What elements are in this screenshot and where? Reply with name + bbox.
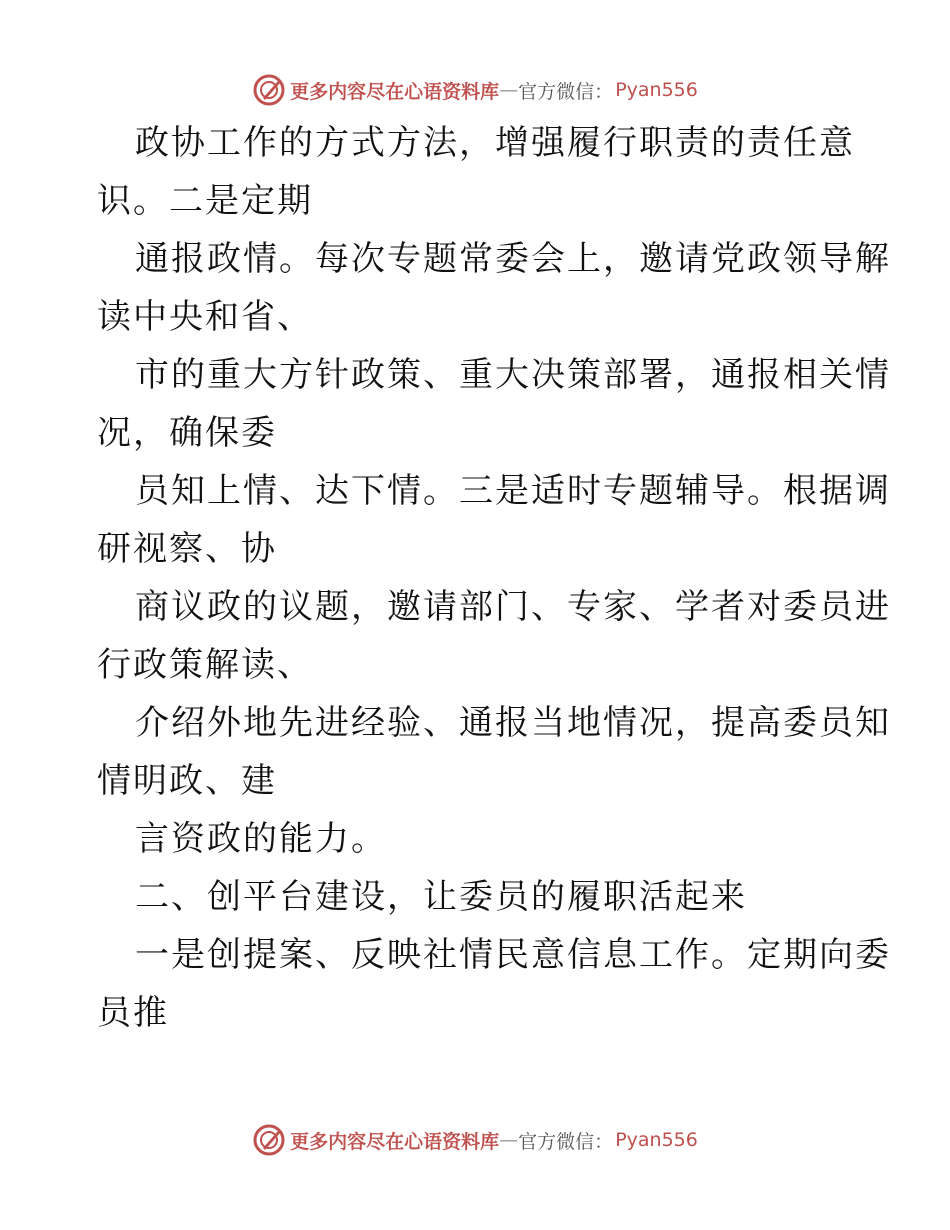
- paragraph-line: 商议政的议题，邀请部门、专家、学者对委员进: [135, 587, 891, 627]
- paragraph: [0, 810, 950, 868]
- banner-main-text: 更多内容尽在心语资料库: [290, 1130, 500, 1153]
- paragraph-line: 介绍外地先进经验、通报当地情况，提高委员知: [135, 703, 891, 743]
- banner-wechat-id: Pyan556: [615, 79, 698, 101]
- paragraph: [0, 462, 950, 578]
- paragraph-line: 一是创提案、反映社情民意信息工作。定期向委: [135, 935, 891, 975]
- paragraph: [0, 346, 950, 462]
- paragraph: [0, 578, 950, 694]
- document-body: [0, 114, 950, 1042]
- section-heading-text: 二、创平台建设，让委员的履职活起来: [135, 877, 747, 917]
- banner-sub-text: 官方微信：: [518, 1130, 614, 1153]
- paragraph-line: 市的重大方针政策、重大决策部署，通报相关情: [135, 355, 891, 395]
- pen-circle-logo-icon: [252, 73, 286, 107]
- section-heading: [0, 868, 950, 926]
- paragraph: [0, 230, 950, 346]
- banner-separator: —: [499, 1129, 519, 1151]
- footer-watermark: [0, 1120, 950, 1160]
- paragraph-line: 言资政的能力。: [135, 819, 387, 859]
- paragraph: [0, 926, 950, 1042]
- banner-main-text: 更多内容尽在心语资料库: [290, 80, 500, 103]
- paragraph: [0, 114, 950, 230]
- banner-wechat-id: Pyan556: [615, 1129, 698, 1151]
- paragraph-line-continued: 行政策解读、: [97, 645, 313, 685]
- paragraph-line: 通报政情。每次专题常委会上，邀请党政领导解: [135, 239, 891, 279]
- banner-sub-text: 官方微信：: [518, 80, 614, 103]
- paragraph-line-continued: 识。二是定期: [97, 181, 313, 221]
- pen-circle-logo-icon: [252, 1123, 286, 1157]
- paragraph-line: 员知上情、达下情。三是适时专题辅导。根据调: [135, 471, 891, 511]
- paragraph-line: 政协工作的方式方法，增强履行职责的责任意: [135, 123, 855, 163]
- paragraph-line-continued: 况，确保委: [97, 413, 277, 453]
- paragraph: [0, 694, 950, 810]
- paragraph-line-continued: 员推: [97, 993, 169, 1033]
- paragraph-line-continued: 情明政、建: [97, 761, 277, 801]
- banner-separator: —: [499, 79, 519, 101]
- paragraph-line-continued: 研视察、协: [97, 529, 277, 569]
- paragraph-line-continued: 读中央和省、: [97, 297, 313, 337]
- header-watermark: [0, 70, 950, 110]
